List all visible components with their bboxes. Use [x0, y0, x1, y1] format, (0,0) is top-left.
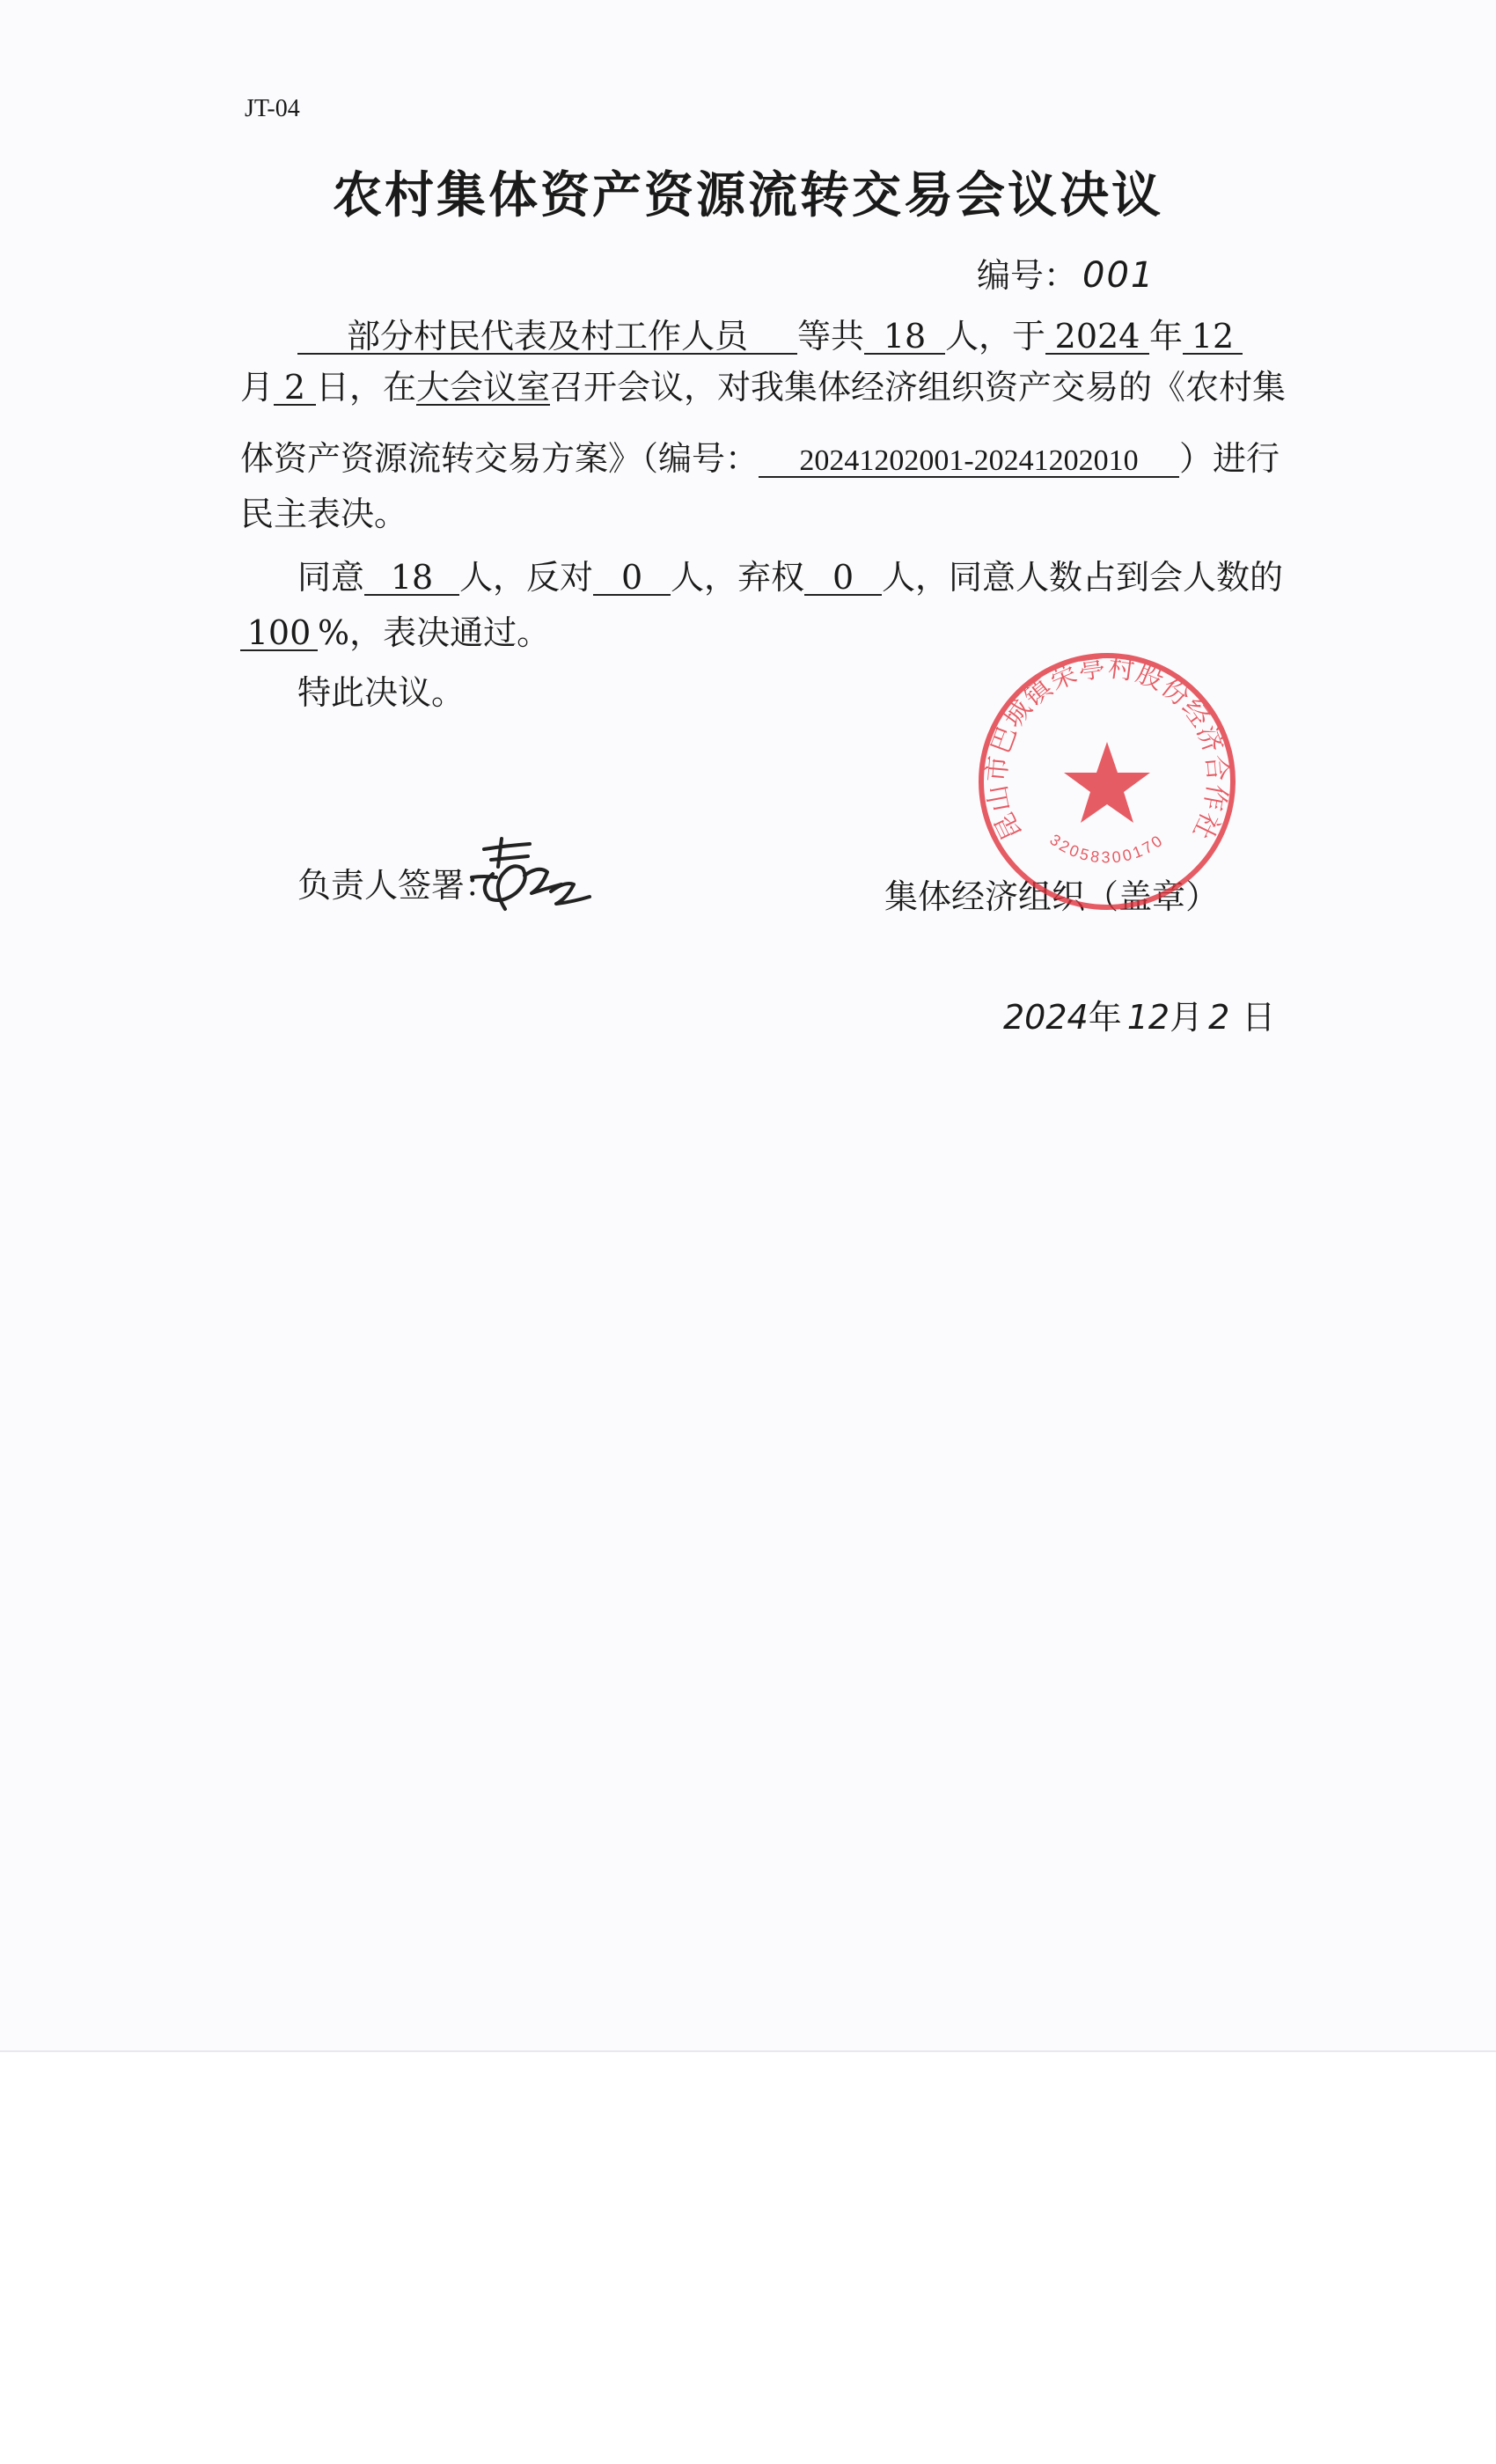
- month-unit: 月: [240, 368, 275, 407]
- handwritten-signature: [466, 823, 598, 920]
- people-yu-text: 人，于: [945, 317, 1046, 356]
- organization-stamp-label: 集体经济组织（盖章）: [884, 877, 1220, 916]
- abstain-count-field: 0: [804, 561, 882, 596]
- attendee-count-field: 18: [864, 319, 945, 355]
- date-day-unit: 日: [1242, 998, 1276, 1037]
- meeting-day-field: 2: [274, 370, 316, 406]
- plan-number-field: 20241202001-20241202010: [759, 446, 1179, 478]
- total-prefix: 等共: [797, 317, 865, 356]
- svg-text:32058300170: 32058300170: [1046, 830, 1168, 867]
- date-year: 2024: [1003, 998, 1089, 1037]
- percent-field: 100: [240, 616, 318, 651]
- line3-post-text: ）进行: [1179, 439, 1280, 478]
- vote-line-2: [240, 613, 551, 652]
- oppose-label: 人，反对: [459, 558, 594, 597]
- page-bottom-edge: [0, 2050, 1496, 2052]
- closing-statement: 特此决议。: [297, 673, 466, 712]
- serial-value: 001: [1082, 255, 1155, 296]
- resolution-line-2: [240, 370, 1286, 406]
- year-unit: 年: [1149, 317, 1184, 356]
- serial-number: [977, 248, 1155, 297]
- signer-label: 负责人签署：: [297, 866, 499, 905]
- ratio-label: 人，同意人数占到会人数的: [882, 558, 1284, 597]
- resolution-line-4: 民主表决。: [240, 495, 408, 533]
- date-month: 12: [1126, 998, 1170, 1037]
- serial-label: 编号：: [977, 256, 1078, 295]
- line3-pre-text: 体资产资源流转交易方案》（编号：: [240, 439, 759, 478]
- day-at-text: 日，在: [316, 368, 417, 407]
- svg-text:昆山市巴城镇荣亭村股份经济合作社: 昆山市巴城镇荣亭村股份经济合作社: [981, 652, 1233, 846]
- meeting-year-field: 2024: [1045, 319, 1149, 355]
- agree-count-field: 18: [364, 561, 459, 596]
- form-code: JT-04: [245, 95, 300, 122]
- signature-date: [1003, 990, 1275, 1038]
- document-title: 农村集体资产资源流转交易会议决议: [333, 167, 1163, 224]
- resolution-line-3: [240, 439, 1280, 478]
- percent-post-text: %，表决通过。: [318, 613, 551, 652]
- resolution-line-1: [297, 319, 1243, 355]
- line2-rest-text: 召开会议，对我集体经济组织资产交易的《农村集: [550, 368, 1287, 407]
- agree-label: 同意: [297, 558, 365, 597]
- date-month-unit: 月: [1170, 998, 1204, 1037]
- oppose-count-field: 0: [593, 561, 671, 596]
- red-seal-stamp: [975, 649, 1239, 913]
- venue-field: 大会议室: [416, 368, 551, 407]
- attendees-field: 部分村民代表及村工作人员: [297, 319, 797, 355]
- meeting-month-field: 12: [1183, 319, 1243, 355]
- vote-line-1: [297, 558, 1284, 597]
- abstain-label: 人，弃权: [671, 558, 805, 597]
- date-day: 2: [1208, 998, 1230, 1037]
- date-year-unit: 年: [1088, 998, 1122, 1037]
